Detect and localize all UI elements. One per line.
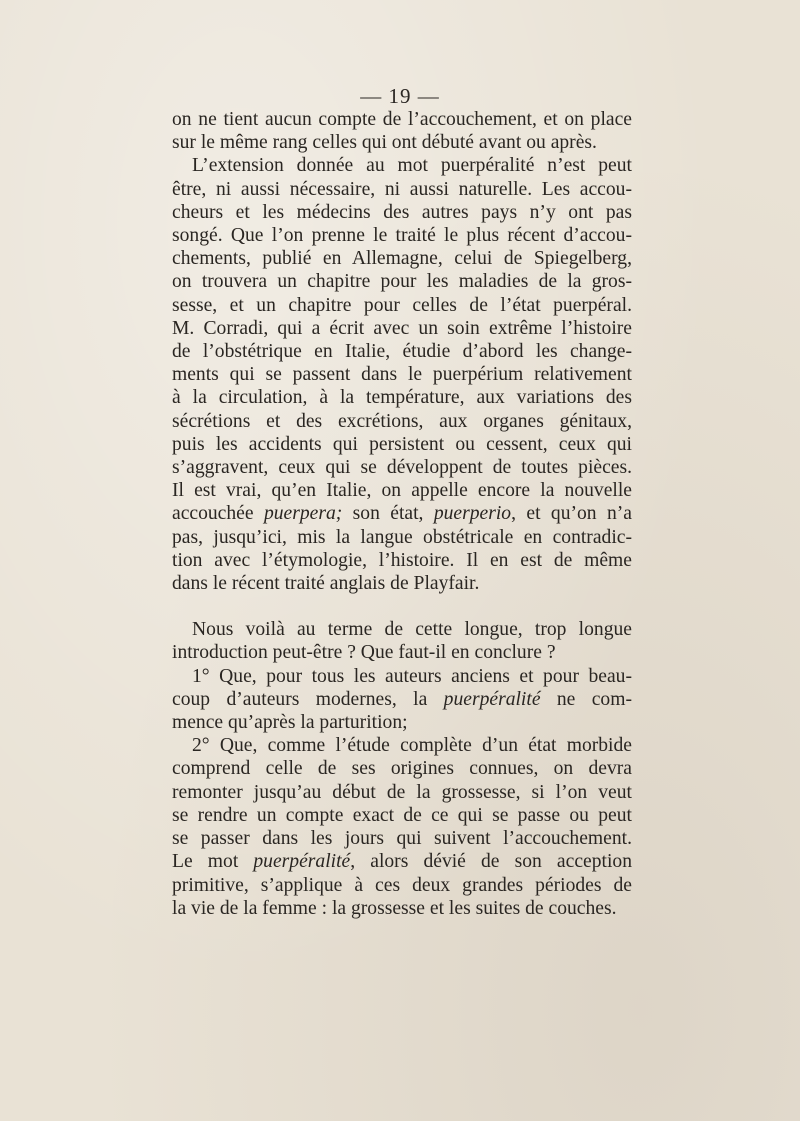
text-line: sesse, et un chapitre pour celles de l’état puerpéral. (172, 294, 632, 316)
text-line: cheurs et les médecins des autres pays n’y ont pas (172, 201, 632, 223)
text-line: songé. Que l’on prenne le traité le plus récent d’accou- (172, 225, 632, 247)
text-line: tion avec l’étymologie, l’histoire. Il en est de même (172, 549, 632, 571)
text-run: ne com- (540, 688, 632, 710)
text-line (172, 850, 632, 873)
text-line: dans le récent traité anglais de Playfair. (172, 573, 480, 595)
text-line: Il est vrai, qu’en Italie, on appelle encore la nouvelle (172, 480, 632, 502)
text-line: s’aggravent, ceux qui se développent de toutes pièces. (172, 457, 632, 479)
text-run: son état, (342, 503, 434, 525)
text-line: introduction peut-être ? Que faut-il en conclure ? (172, 642, 556, 664)
italic-term: puerperio (433, 503, 512, 525)
italic-term: puerpéralité (443, 688, 541, 710)
text-line: chements, publié en Allemagne, celui de Spiegelberg, (172, 248, 632, 270)
text-line: M. Corradi, qui a écrit avec un soin extrême l’histoire (172, 317, 632, 339)
text-line: on trouvera un chapitre pour les maladies de la gros- (172, 271, 632, 293)
text-run: Le mot (172, 851, 254, 873)
body-text (172, 108, 632, 920)
text-line: 1° Que, pour tous les auteurs anciens et pour beau- (192, 665, 632, 687)
text-line: sur le même rang celles qui ont débuté avant ou après. (172, 132, 597, 154)
text-line: 2° Que, comme l’étude complète d’un état morbide (192, 735, 632, 757)
text-line: remonter jusqu’au début de la grossesse, si l’on veut (172, 781, 632, 803)
text-run: , et qu’on n’a (511, 503, 632, 525)
text-line (172, 502, 632, 525)
text-line: on ne tient aucun compte de l’accouchement, et on place (172, 109, 632, 130)
text-line: de l’obstétrique en Italie, étudie d’abord les change- (172, 341, 632, 363)
paragraph-gap (172, 595, 632, 618)
text-line: Nous voilà au terme de cette longue, trop longue (192, 619, 632, 641)
text-line: mence qu’après la parturition; (172, 712, 408, 734)
text-line: à la circulation, à la température, aux variations des (172, 387, 632, 409)
text-line: la vie de la femme : la grossesse et les suites de couches. (172, 897, 617, 919)
text-line: puis les accidents qui persistent ou cessent, ceux qui (172, 433, 632, 455)
text-line: pas, jusqu’ici, mis la langue obstétricale en contradic- (172, 526, 632, 548)
italic-term: puerpera; (263, 503, 343, 525)
text-line: L’extension donnée au mot puerpéralité n’est peut (192, 155, 632, 177)
text-run: accouchée (172, 503, 264, 525)
text-line: ments qui se passent dans le puerpérium relativement (172, 364, 632, 386)
text-run: , alors dévié de son acception (350, 851, 632, 873)
text-line: primitive, s’applique à ces deux grandes périodes de (172, 874, 632, 896)
text-line: comprend celle de ses origines connues, on devra (172, 758, 632, 780)
text-line: se rendre un compte exact de ce qui se passe ou peut (172, 804, 632, 826)
text-line: se passer dans les jours qui suivent l’accouchement. (172, 828, 632, 850)
text-line: être, ni aussi nécessaire, ni aussi naturelle. Les accou- (172, 178, 632, 200)
text-line: sécrétions et des excrétions, aux organes génitaux, (172, 410, 632, 432)
italic-term: puerpéralité (253, 851, 351, 873)
page-number: — 19 — (360, 84, 440, 108)
text-line (172, 688, 632, 711)
text-run: coup d’auteurs modernes, la (172, 688, 444, 710)
